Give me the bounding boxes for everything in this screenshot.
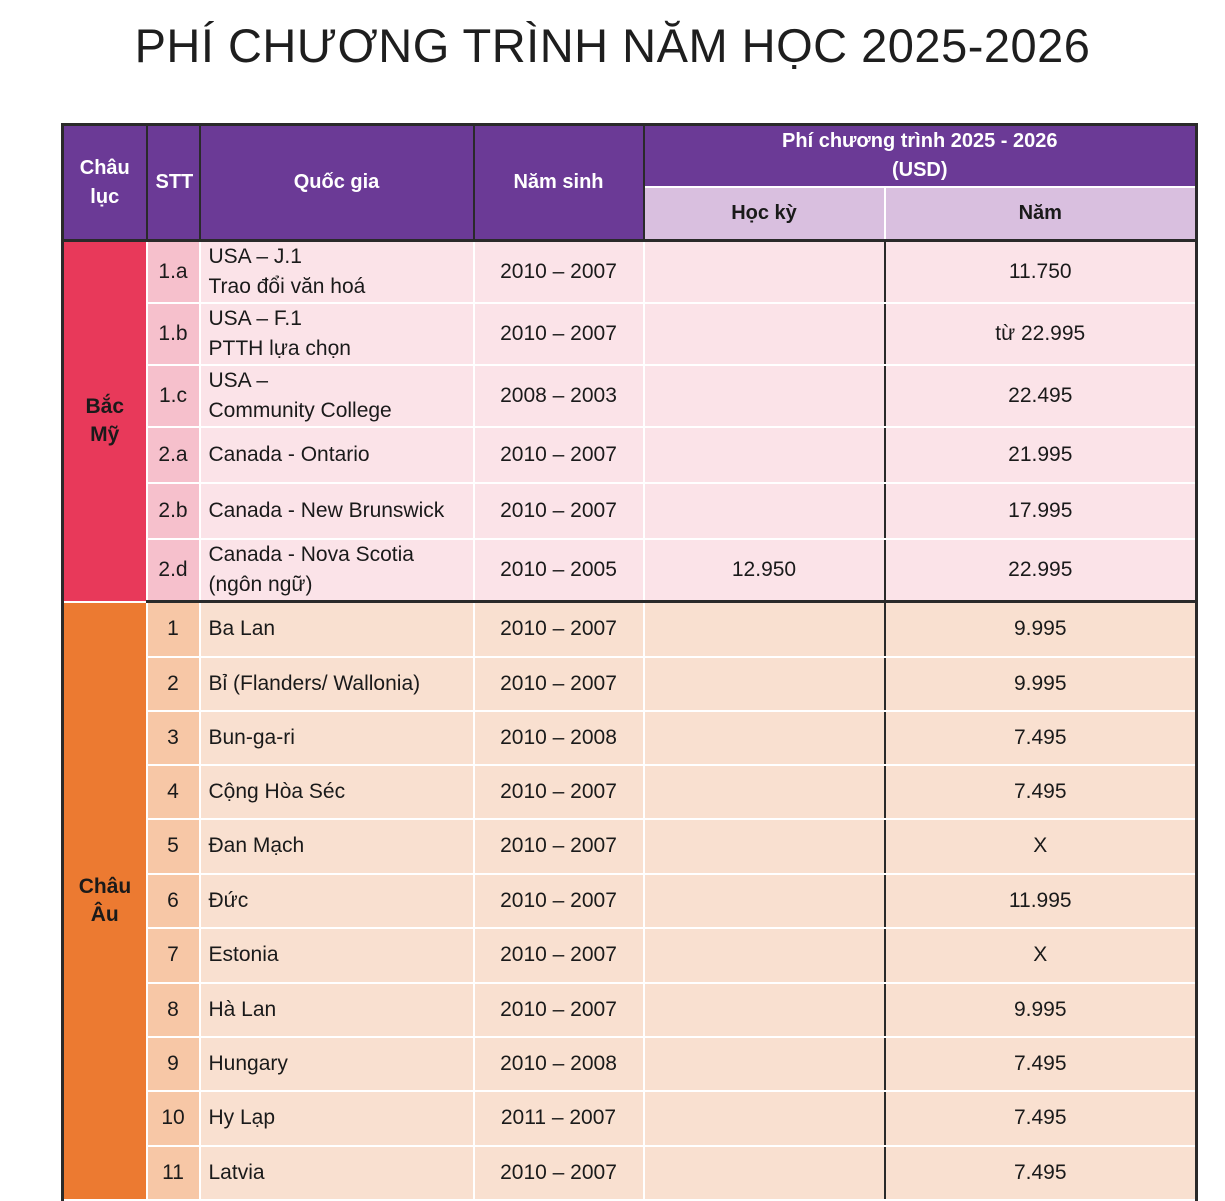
country-line2: Trao đổi văn hoá <box>208 275 366 298</box>
stt-cell: 4 <box>147 765 200 819</box>
country-line1: Đan Mạch <box>208 834 305 857</box>
country-line1: USA – F.1 <box>208 307 302 330</box>
stt-cell: 1.c <box>147 365 200 427</box>
header-year <box>885 187 1197 241</box>
header-birth-year-label: Năm sinh <box>513 171 604 193</box>
continent-cell <box>63 241 147 602</box>
table-row <box>63 241 1197 304</box>
country-cell <box>200 1146 474 1200</box>
fee-table <box>61 123 1198 1201</box>
table-row <box>63 928 1197 983</box>
country-cell <box>200 711 474 765</box>
table-body <box>63 241 1197 1200</box>
country-line1: Cộng Hòa Séc <box>208 779 346 803</box>
country-line1: Canada - New Brunswick <box>208 499 445 522</box>
table-row <box>63 1146 1197 1200</box>
stt-cell: 7 <box>147 928 200 983</box>
header-country-label: Quốc gia <box>293 171 380 193</box>
year-fee-cell: 17.995 <box>885 483 1197 539</box>
country-cell <box>200 483 474 539</box>
continent-label: Châu Âu <box>78 874 132 926</box>
country-cell <box>200 1037 474 1091</box>
table-row <box>63 819 1197 874</box>
stt-cell: 6 <box>147 874 200 928</box>
country-line1: Canada - Ontario <box>208 443 370 466</box>
semester-fee-cell <box>644 303 885 365</box>
country-cell <box>200 928 474 983</box>
table-row <box>63 1091 1197 1146</box>
semester-fee-cell <box>644 241 885 304</box>
country-line2: (ngôn ngữ) <box>208 573 313 596</box>
year-fee-cell: 7.495 <box>885 1037 1197 1091</box>
table-row <box>63 657 1197 711</box>
year-fee-cell: từ 22.995 <box>885 303 1197 365</box>
country-line2: Community College <box>208 399 392 422</box>
semester-fee-cell <box>644 365 885 427</box>
table-row <box>63 602 1197 657</box>
semester-fee-cell <box>644 657 885 711</box>
country-cell <box>200 819 474 874</box>
country-line1: Latvia <box>208 1160 265 1184</box>
header-fee-group <box>644 125 1197 187</box>
header-birth-year <box>474 125 644 241</box>
stt-cell: 9 <box>147 1037 200 1091</box>
stt-cell: 2.b <box>147 483 200 539</box>
semester-fee-cell <box>644 1037 885 1091</box>
country-line1: Đức <box>208 888 249 912</box>
country-cell <box>200 241 474 304</box>
year-fee-cell: 21.995 <box>885 427 1197 483</box>
stt-cell: 10 <box>147 1091 200 1146</box>
birth-year-cell: 2010 – 2007 <box>474 602 644 657</box>
year-fee-cell: 7.495 <box>885 1146 1197 1200</box>
header-continent <box>63 125 147 241</box>
stt-cell: 11 <box>147 1146 200 1200</box>
page-title: PHÍ CHƯƠNG TRÌNH NĂM HỌC 2025-2026 <box>134 19 1091 72</box>
stt-cell: 2.d <box>147 539 200 602</box>
header-country <box>200 125 474 241</box>
year-fee-cell: 7.495 <box>885 711 1197 765</box>
header-fee-group-line2: (USD) <box>891 158 948 181</box>
table-row <box>63 983 1197 1037</box>
birth-year-cell: 2010 – 2007 <box>474 765 644 819</box>
birth-year-cell: 2010 – 2008 <box>474 1037 644 1091</box>
table-row <box>63 427 1197 483</box>
year-fee-cell: 11.750 <box>885 241 1197 304</box>
birth-year-cell: 2010 – 2007 <box>474 819 644 874</box>
country-line1: USA – <box>208 369 269 392</box>
stt-cell: 2 <box>147 657 200 711</box>
semester-fee-cell <box>644 928 885 983</box>
country-line1: Bỉ (Flanders/ Wallonia) <box>208 671 421 695</box>
semester-fee-cell <box>644 983 885 1037</box>
semester-fee-cell <box>644 1146 885 1200</box>
continent-cell <box>63 602 147 1200</box>
header-stt <box>147 125 200 241</box>
header-semester-label: Học kỳ <box>731 201 797 224</box>
table-row <box>63 711 1197 765</box>
year-fee-cell: 11.995 <box>885 874 1197 928</box>
year-fee-cell: X <box>885 928 1197 983</box>
table-row <box>63 1037 1197 1091</box>
semester-fee-cell <box>644 602 885 657</box>
year-fee-cell: 22.495 <box>885 365 1197 427</box>
country-cell <box>200 427 474 483</box>
birth-year-cell: 2010 – 2007 <box>474 874 644 928</box>
country-cell <box>200 602 474 657</box>
country-cell <box>200 874 474 928</box>
birth-year-cell: 2010 – 2007 <box>474 427 644 483</box>
country-cell <box>200 539 474 602</box>
semester-fee-cell: 12.950 <box>644 539 885 602</box>
stt-cell: 1.a <box>147 241 200 304</box>
birth-year-cell: 2011 – 2007 <box>474 1091 644 1146</box>
continent-label: Bắc Mỹ <box>85 395 125 447</box>
country-line1: Hy Lạp <box>208 1106 276 1129</box>
country-line1: Ba Lan <box>208 617 276 641</box>
country-line1: USA – J.1 <box>208 245 302 268</box>
country-line2: PTTH lựa chọn <box>208 337 351 360</box>
birth-year-cell: 2010 – 2007 <box>474 983 644 1037</box>
birth-year-cell: 2010 – 2005 <box>474 539 644 602</box>
birth-year-cell: 2010 – 2007 <box>474 657 644 711</box>
country-cell <box>200 983 474 1037</box>
country-cell <box>200 365 474 427</box>
table-row <box>63 765 1197 819</box>
birth-year-cell: 2010 – 2007 <box>474 303 644 365</box>
table-row <box>63 539 1197 602</box>
semester-fee-cell <box>644 711 885 765</box>
year-fee-cell: 7.495 <box>885 765 1197 819</box>
country-cell <box>200 765 474 819</box>
semester-fee-cell <box>644 427 885 483</box>
year-fee-cell: 7.495 <box>885 1091 1197 1146</box>
country-line1: Canada - Nova Scotia <box>208 543 414 566</box>
birth-year-cell: 2010 – 2007 <box>474 1146 644 1200</box>
table-row <box>63 303 1197 365</box>
stt-cell: 2.a <box>147 427 200 483</box>
stt-cell: 1 <box>147 602 200 657</box>
semester-fee-cell <box>644 1091 885 1146</box>
semester-fee-cell <box>644 483 885 539</box>
birth-year-cell: 2010 – 2008 <box>474 711 644 765</box>
header-year-label: Năm <box>1018 201 1062 224</box>
semester-fee-cell <box>644 819 885 874</box>
semester-fee-cell <box>644 874 885 928</box>
country-line1: Estonia <box>208 943 279 966</box>
birth-year-cell: 2010 – 2007 <box>474 241 644 304</box>
table-row <box>63 483 1197 539</box>
semester-fee-cell <box>644 765 885 819</box>
year-fee-cell: 9.995 <box>885 602 1197 657</box>
country-cell <box>200 303 474 365</box>
stt-cell: 1.b <box>147 303 200 365</box>
birth-year-cell: 2008 – 2003 <box>474 365 644 427</box>
stt-cell: 5 <box>147 819 200 874</box>
year-fee-cell: 22.995 <box>885 539 1197 602</box>
year-fee-cell: X <box>885 819 1197 874</box>
birth-year-cell: 2010 – 2007 <box>474 483 644 539</box>
country-cell <box>200 657 474 711</box>
header-continent-label: Châu lục <box>79 156 130 208</box>
birth-year-cell: 2010 – 2007 <box>474 928 644 983</box>
country-line1: Hà Lan <box>208 997 277 1021</box>
stt-cell: 8 <box>147 983 200 1037</box>
header-semester <box>644 187 885 241</box>
country-cell <box>200 1091 474 1146</box>
country-line1: Bun-ga-ri <box>208 725 295 749</box>
header-stt-label: STT <box>155 171 194 193</box>
year-fee-cell: 9.995 <box>885 657 1197 711</box>
year-fee-cell: 9.995 <box>885 983 1197 1037</box>
table-row <box>63 365 1197 427</box>
header-fee-group-line1: Phí chương trình 2025 - 2026 <box>782 129 1058 152</box>
country-line1: Hungary <box>208 1051 288 1075</box>
table-row <box>63 874 1197 928</box>
stt-cell: 3 <box>147 711 200 765</box>
